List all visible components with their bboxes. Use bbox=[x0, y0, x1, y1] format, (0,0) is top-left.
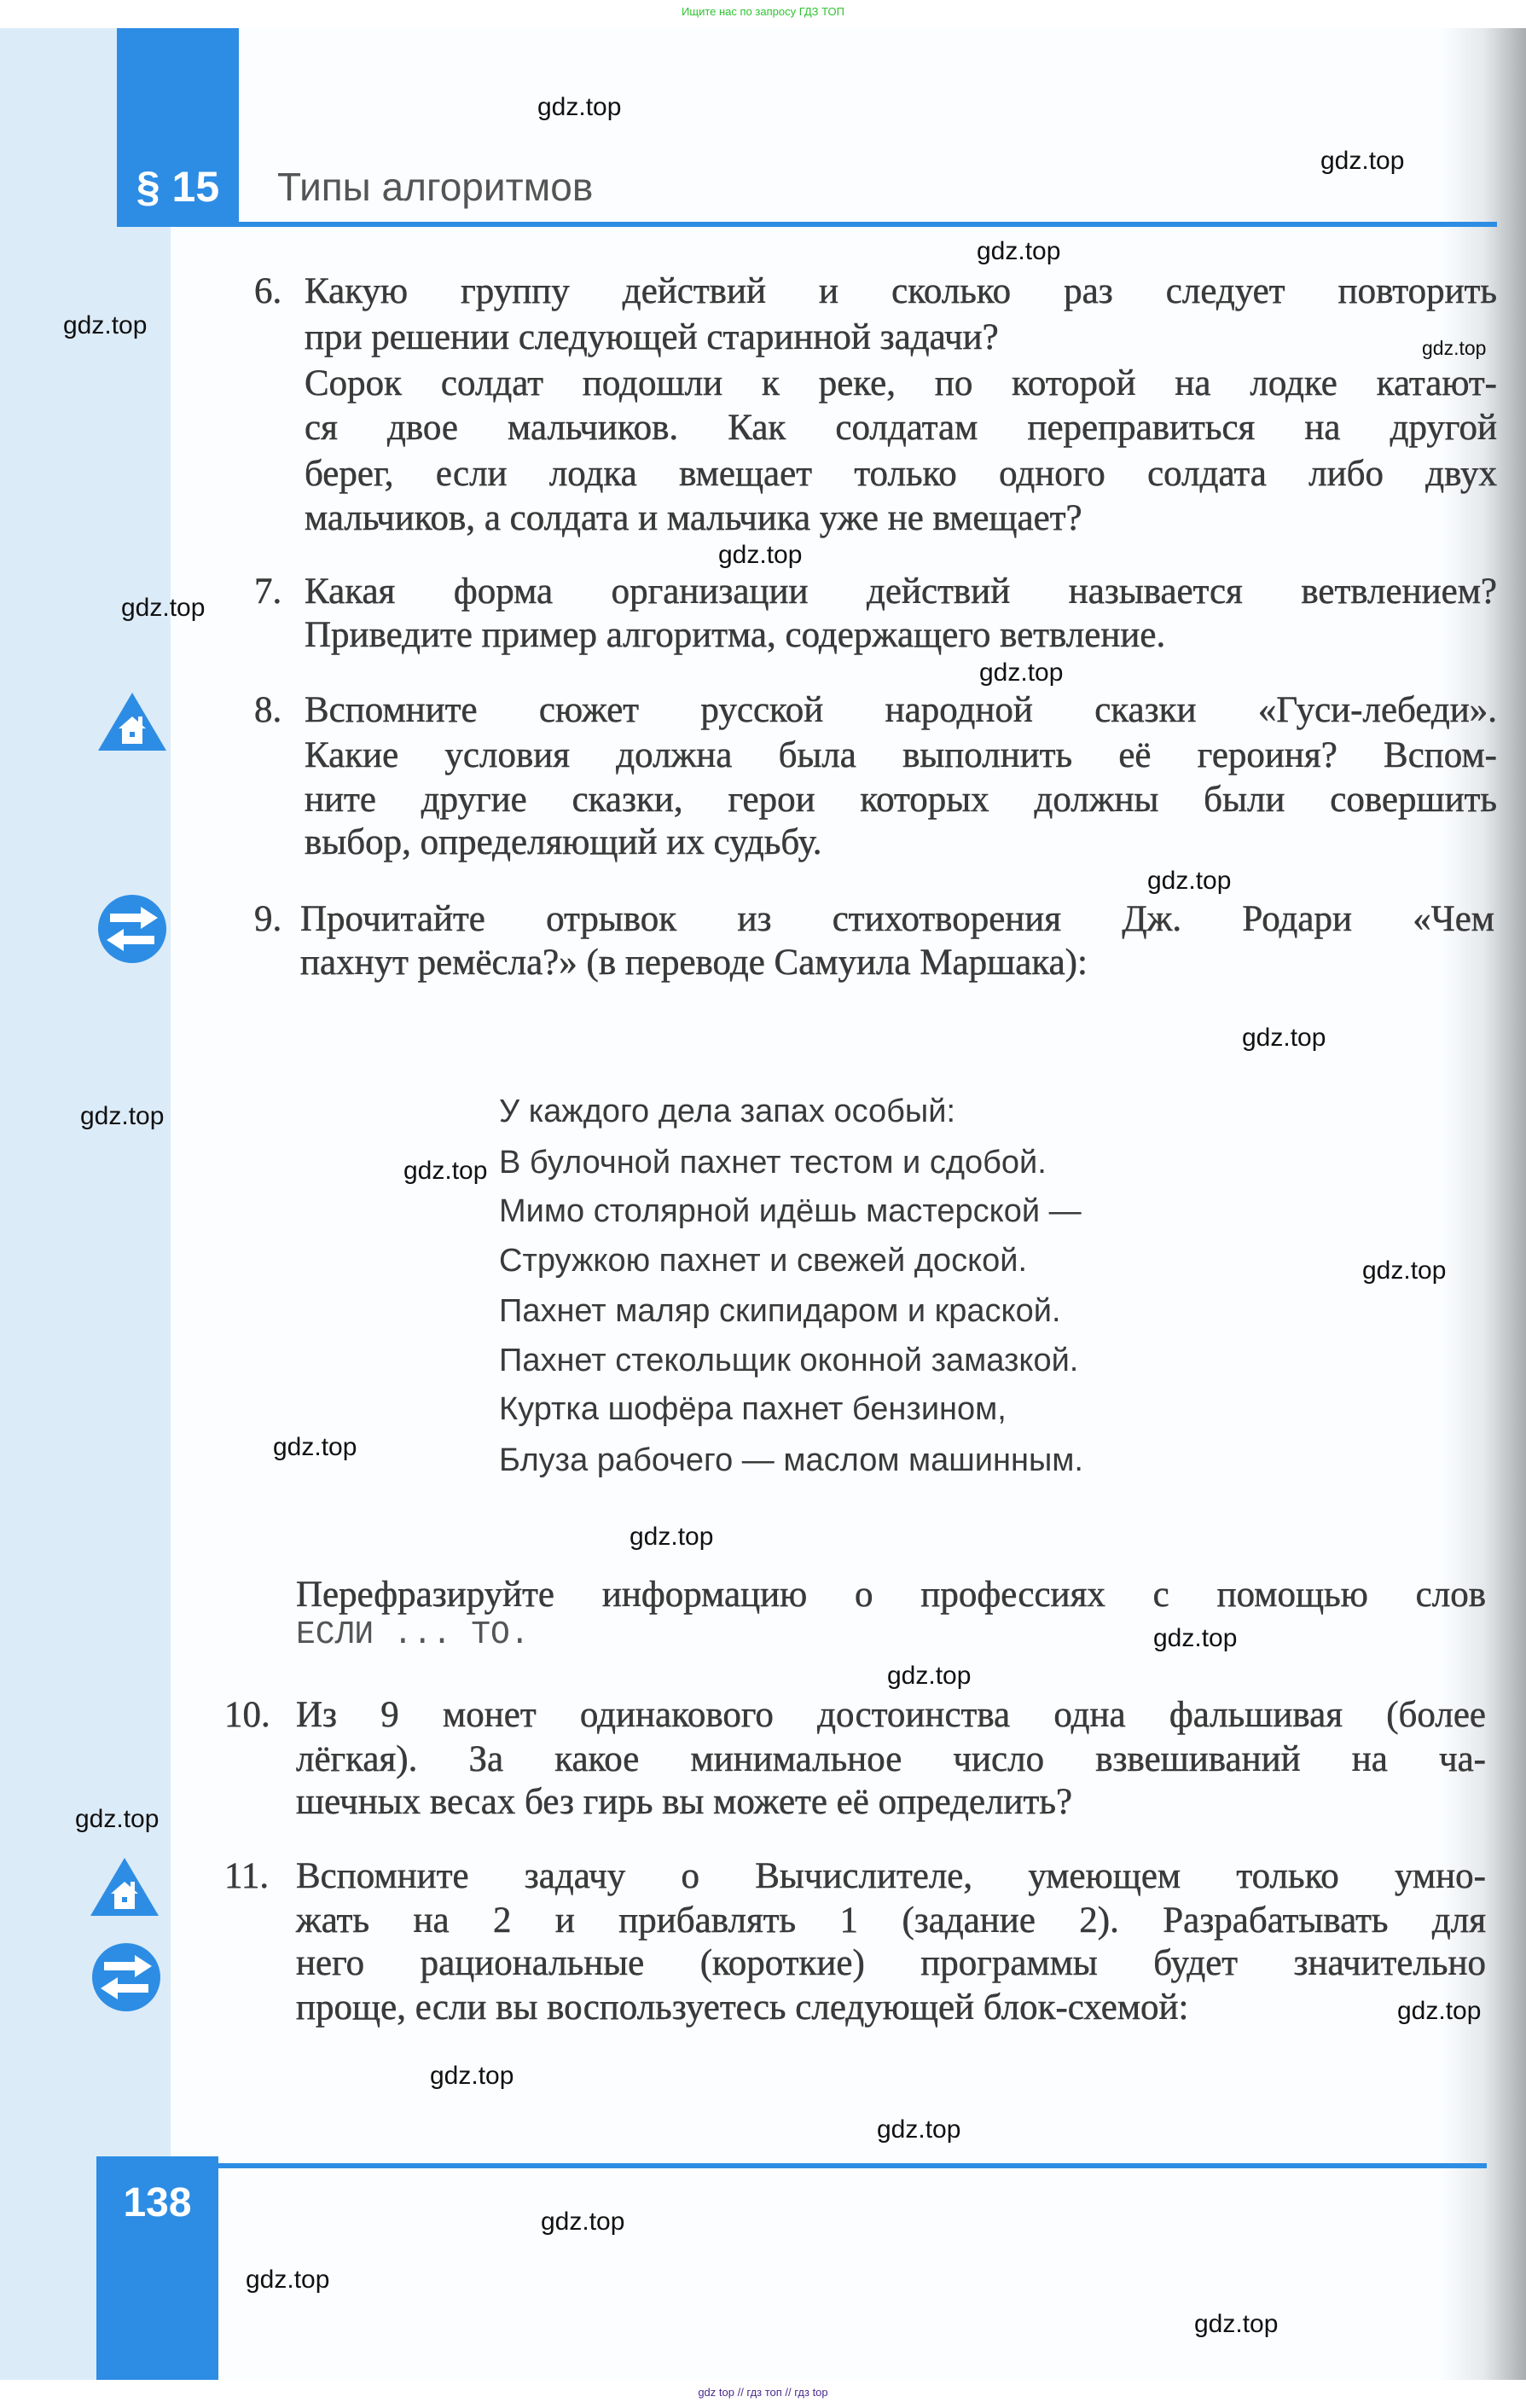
task-line: проще, если вы воспользуетесь следующей блок-схемой: bbox=[296, 1987, 1189, 2028]
task-line: Вспомните сюжет русской народной сказки «Гуси-лебеди». bbox=[305, 690, 1497, 730]
task-number: 6. bbox=[254, 271, 282, 311]
footer-divider bbox=[96, 2163, 1487, 2168]
task-line: Вспомните задачу о Вычислителе, умеющем только умно- bbox=[296, 1856, 1486, 1896]
task-line: Какие условия должна была выполнить её героиня? Вспом- bbox=[305, 735, 1497, 775]
watermark: gdz.top bbox=[1320, 147, 1405, 175]
header-divider bbox=[117, 222, 1497, 227]
poem-line: В булочной пахнет тестом и сдобой. bbox=[499, 1145, 1047, 1181]
exchange-arrows-icon bbox=[90, 1941, 162, 2013]
watermark: gdz.top bbox=[430, 2062, 514, 2090]
task-line: Какую группу действий и сколько раз следует повторить bbox=[305, 271, 1497, 311]
watermark: gdz.top bbox=[877, 2115, 961, 2144]
watermark: gdz.top bbox=[537, 93, 622, 121]
poem-line: Куртка шофёра пахнет бензином, bbox=[499, 1391, 1007, 1427]
task-line: ните другие сказки, герои которых должны были совершить bbox=[305, 780, 1497, 820]
task-line: Прочитайте отрывок из стихотворения Дж. Родари «Чем bbox=[300, 899, 1494, 939]
task-number: 8. bbox=[254, 690, 282, 730]
watermark: gdz.top bbox=[80, 1102, 165, 1130]
poem-line: Пахнет маляр скипидаром и краской. bbox=[499, 1293, 1061, 1329]
task-line: ся двое мальчиков. Как солдатам переправиться на другой bbox=[305, 408, 1497, 448]
watermark: gdz.top bbox=[718, 541, 803, 569]
watermark: gdz.top bbox=[1242, 1024, 1326, 1052]
task-line: Сорок солдат подошли к реке, по которой на лодке катают- bbox=[305, 363, 1497, 403]
task-line: лёгкая). За какое минимальное число взвешиваний на ча- bbox=[296, 1739, 1486, 1779]
poem-line: Пахнет стекольщик оконной замазкой. bbox=[499, 1343, 1079, 1378]
task-line: выбор, определяющий их судьбу. bbox=[305, 822, 822, 862]
page-number: 138 bbox=[123, 2180, 192, 2225]
watermark: gdz.top bbox=[887, 1662, 972, 1690]
home-task-icon bbox=[96, 688, 168, 759]
watermark: gdz.top bbox=[246, 2266, 330, 2294]
home-task-icon bbox=[89, 1853, 160, 1924]
bottom-banner: gdz top // гдз топ // гдз top bbox=[698, 2386, 828, 2399]
task-line: Из 9 монет одинакового достоинства одна фальшивая (более bbox=[296, 1695, 1486, 1735]
watermark: gdz.top bbox=[630, 1523, 714, 1551]
watermark: gdz.top bbox=[541, 2208, 625, 2236]
watermark: gdz.top bbox=[1422, 337, 1487, 359]
watermark: gdz.top bbox=[1397, 1997, 1482, 2025]
watermark: gdz.top bbox=[1153, 1624, 1238, 1652]
watermark: gdz.top bbox=[1147, 867, 1232, 895]
task-line: шечных весах без гирь вы можете её определить? bbox=[296, 1782, 1073, 1822]
poem-line: У каждого дела запах особый: bbox=[499, 1094, 956, 1129]
poem-line: Блуза рабочего — маслом машинным. bbox=[499, 1442, 1083, 1478]
watermark: gdz.top bbox=[977, 237, 1061, 265]
task-line: Приведите пример алгоритма, содержащего ветвление. bbox=[305, 615, 1166, 655]
task-line: при решении следующей старинной задачи? bbox=[305, 317, 999, 357]
task-number: 7. bbox=[254, 572, 282, 612]
task-line: мальчиков, а солдата и мальчика уже не вмещает? bbox=[305, 498, 1082, 538]
page-title: Типы алгоритмов bbox=[277, 165, 594, 209]
task-line: пахнут ремёсла?» (в переводе Самуила Маршака): bbox=[300, 943, 1088, 983]
keyword-if-then: ЕСЛИ ... ТО. bbox=[296, 1616, 530, 1653]
watermark: gdz.top bbox=[1362, 1256, 1447, 1285]
section-number: § 15 bbox=[136, 163, 220, 211]
task-line: него рациональные (короткие) программы будет значительно bbox=[296, 1943, 1486, 1983]
task-number: 10. bbox=[224, 1695, 270, 1735]
task-line: Какая форма организации действий называется ветвлением? bbox=[305, 572, 1497, 612]
watermark: gdz.top bbox=[273, 1433, 357, 1461]
poem-line: Мимо столярной идёшь мастерской — bbox=[499, 1193, 1082, 1229]
watermark: gdz.top bbox=[121, 594, 206, 622]
task-line: берег, если лодка вмещает только одного солдата либо двух bbox=[305, 454, 1497, 494]
task-number: 11. bbox=[224, 1856, 270, 1896]
top-banner: Ищите нас по запросу ГДЗ ТОП bbox=[682, 5, 844, 18]
instruction-line: Перефразируйте информацию о профессиях с помощью слов bbox=[296, 1575, 1486, 1615]
poem-line: Стружкою пахнет и свежей доской. bbox=[499, 1243, 1028, 1279]
task-line: жать на 2 и прибавлять 1 (задание 2). Разрабатывать для bbox=[296, 1900, 1486, 1941]
watermark: gdz.top bbox=[1194, 2310, 1279, 2338]
exchange-arrows-icon bbox=[96, 893, 168, 965]
watermark: gdz.top bbox=[75, 1805, 160, 1833]
task-number: 9. bbox=[254, 899, 282, 939]
watermark: gdz.top bbox=[63, 311, 148, 339]
watermark: gdz.top bbox=[403, 1157, 488, 1185]
watermark: gdz.top bbox=[979, 659, 1064, 687]
